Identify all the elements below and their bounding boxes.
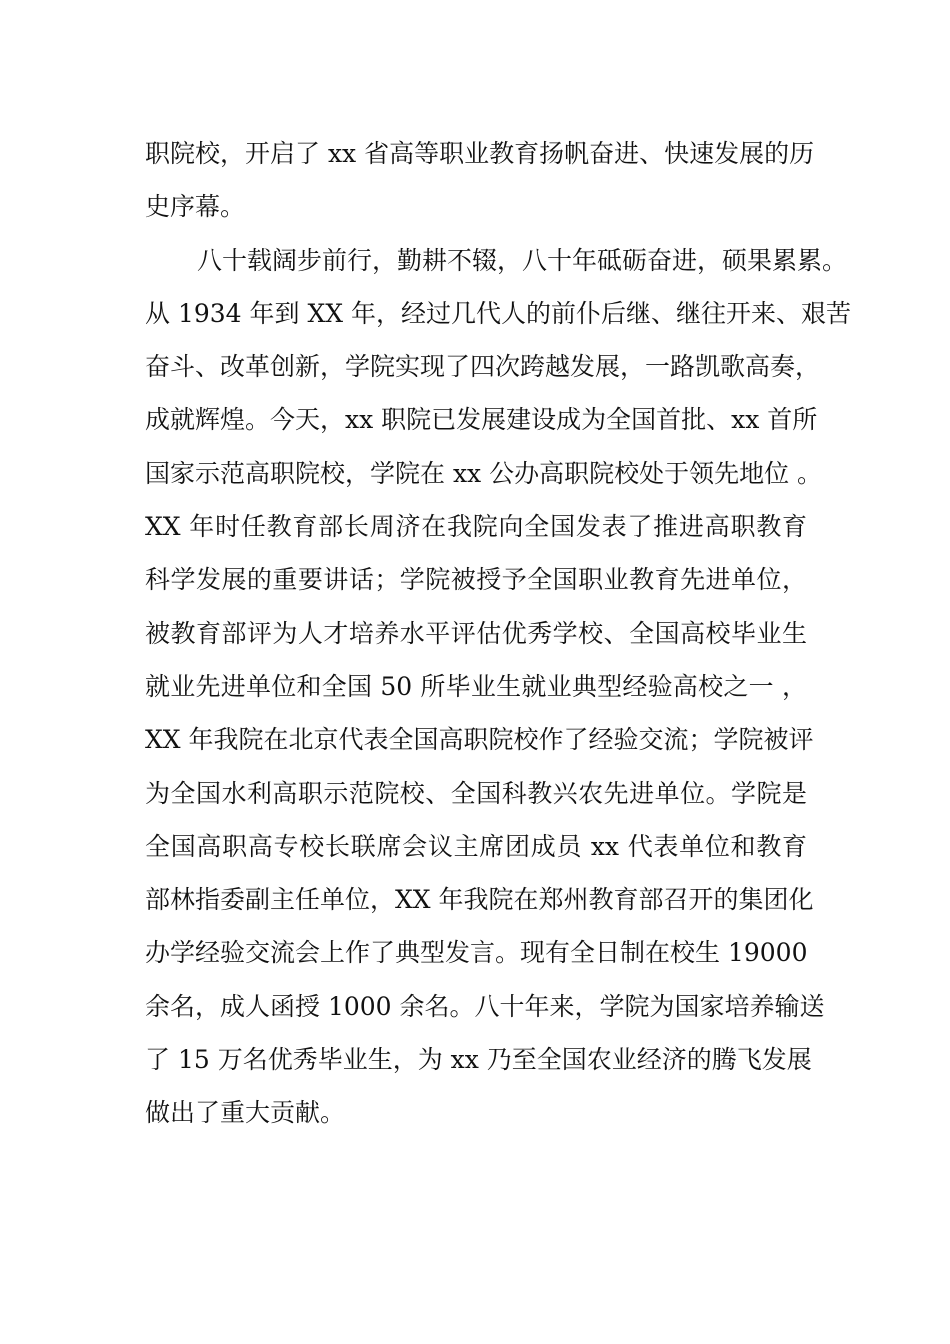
text-line: 就业先进单位和全国 50 所毕业生就业典型经验高校之一 ，	[145, 671, 807, 701]
text-line: 史序幕。	[145, 192, 246, 222]
paragraph-last-line: 做出了重大贡献。	[145, 1098, 346, 1128]
text-line: 科学发展的重要讲话；学院被授予全国职业教育先进单位，	[145, 565, 807, 595]
body-text	[145, 127, 852, 1140]
text-line: 被教育部评为人才培养水平评估优秀学校、全国高校毕业生	[145, 618, 807, 648]
text-line: 从 1934 年到 XX 年，经过几代人的前仆后继、继往开来、艰苦	[145, 298, 852, 328]
text-line: XX 年我院在北京代表全国高职院校作了经验交流；学院被评	[145, 725, 814, 755]
text-line: 了 15 万名优秀毕业生，为 xx 乃至全国农业经济的腾飞发展	[145, 1045, 812, 1075]
text-line: 全国高职高专校长联席会议主席团成员 xx 代表单位和教育	[145, 831, 807, 861]
text-line: 办学经验交流会上作了典型发言。现有全日制在校生 19000	[145, 938, 808, 968]
paragraph-first-line: 八十载阔步前行，勤耕不辍，八十年砥砺奋进，硕果累累。	[197, 245, 848, 275]
text-line: 奋斗、改革创新，学院实现了四次跨越发展，一路凯歌高奏，	[145, 352, 821, 382]
text-line: XX 年时任教育部长周济在我院向全国发表了推进高职教育	[145, 512, 807, 542]
text-line: 为全国水利高职示范院校、全国科教兴农先进单位。学院是	[145, 778, 807, 808]
text-line: 职院校，开启了 xx 省高等职业教育扬帆奋进、快速发展的历	[145, 139, 815, 168]
text-line: 部林指委副主任单位，XX 年我院在郑州教育部召开的集团化	[145, 885, 814, 915]
text-line: 国家示范高职院校，学院在 xx 公办高职院校处于领先地位 。	[145, 458, 823, 488]
text-line: 余名，成人函授 1000 余名。八十年来，学院为国家培养输送	[145, 991, 825, 1021]
text-line: 成就辉煌。今天，xx 职院已发展建设成为全国首批、xx 首所	[145, 405, 818, 435]
